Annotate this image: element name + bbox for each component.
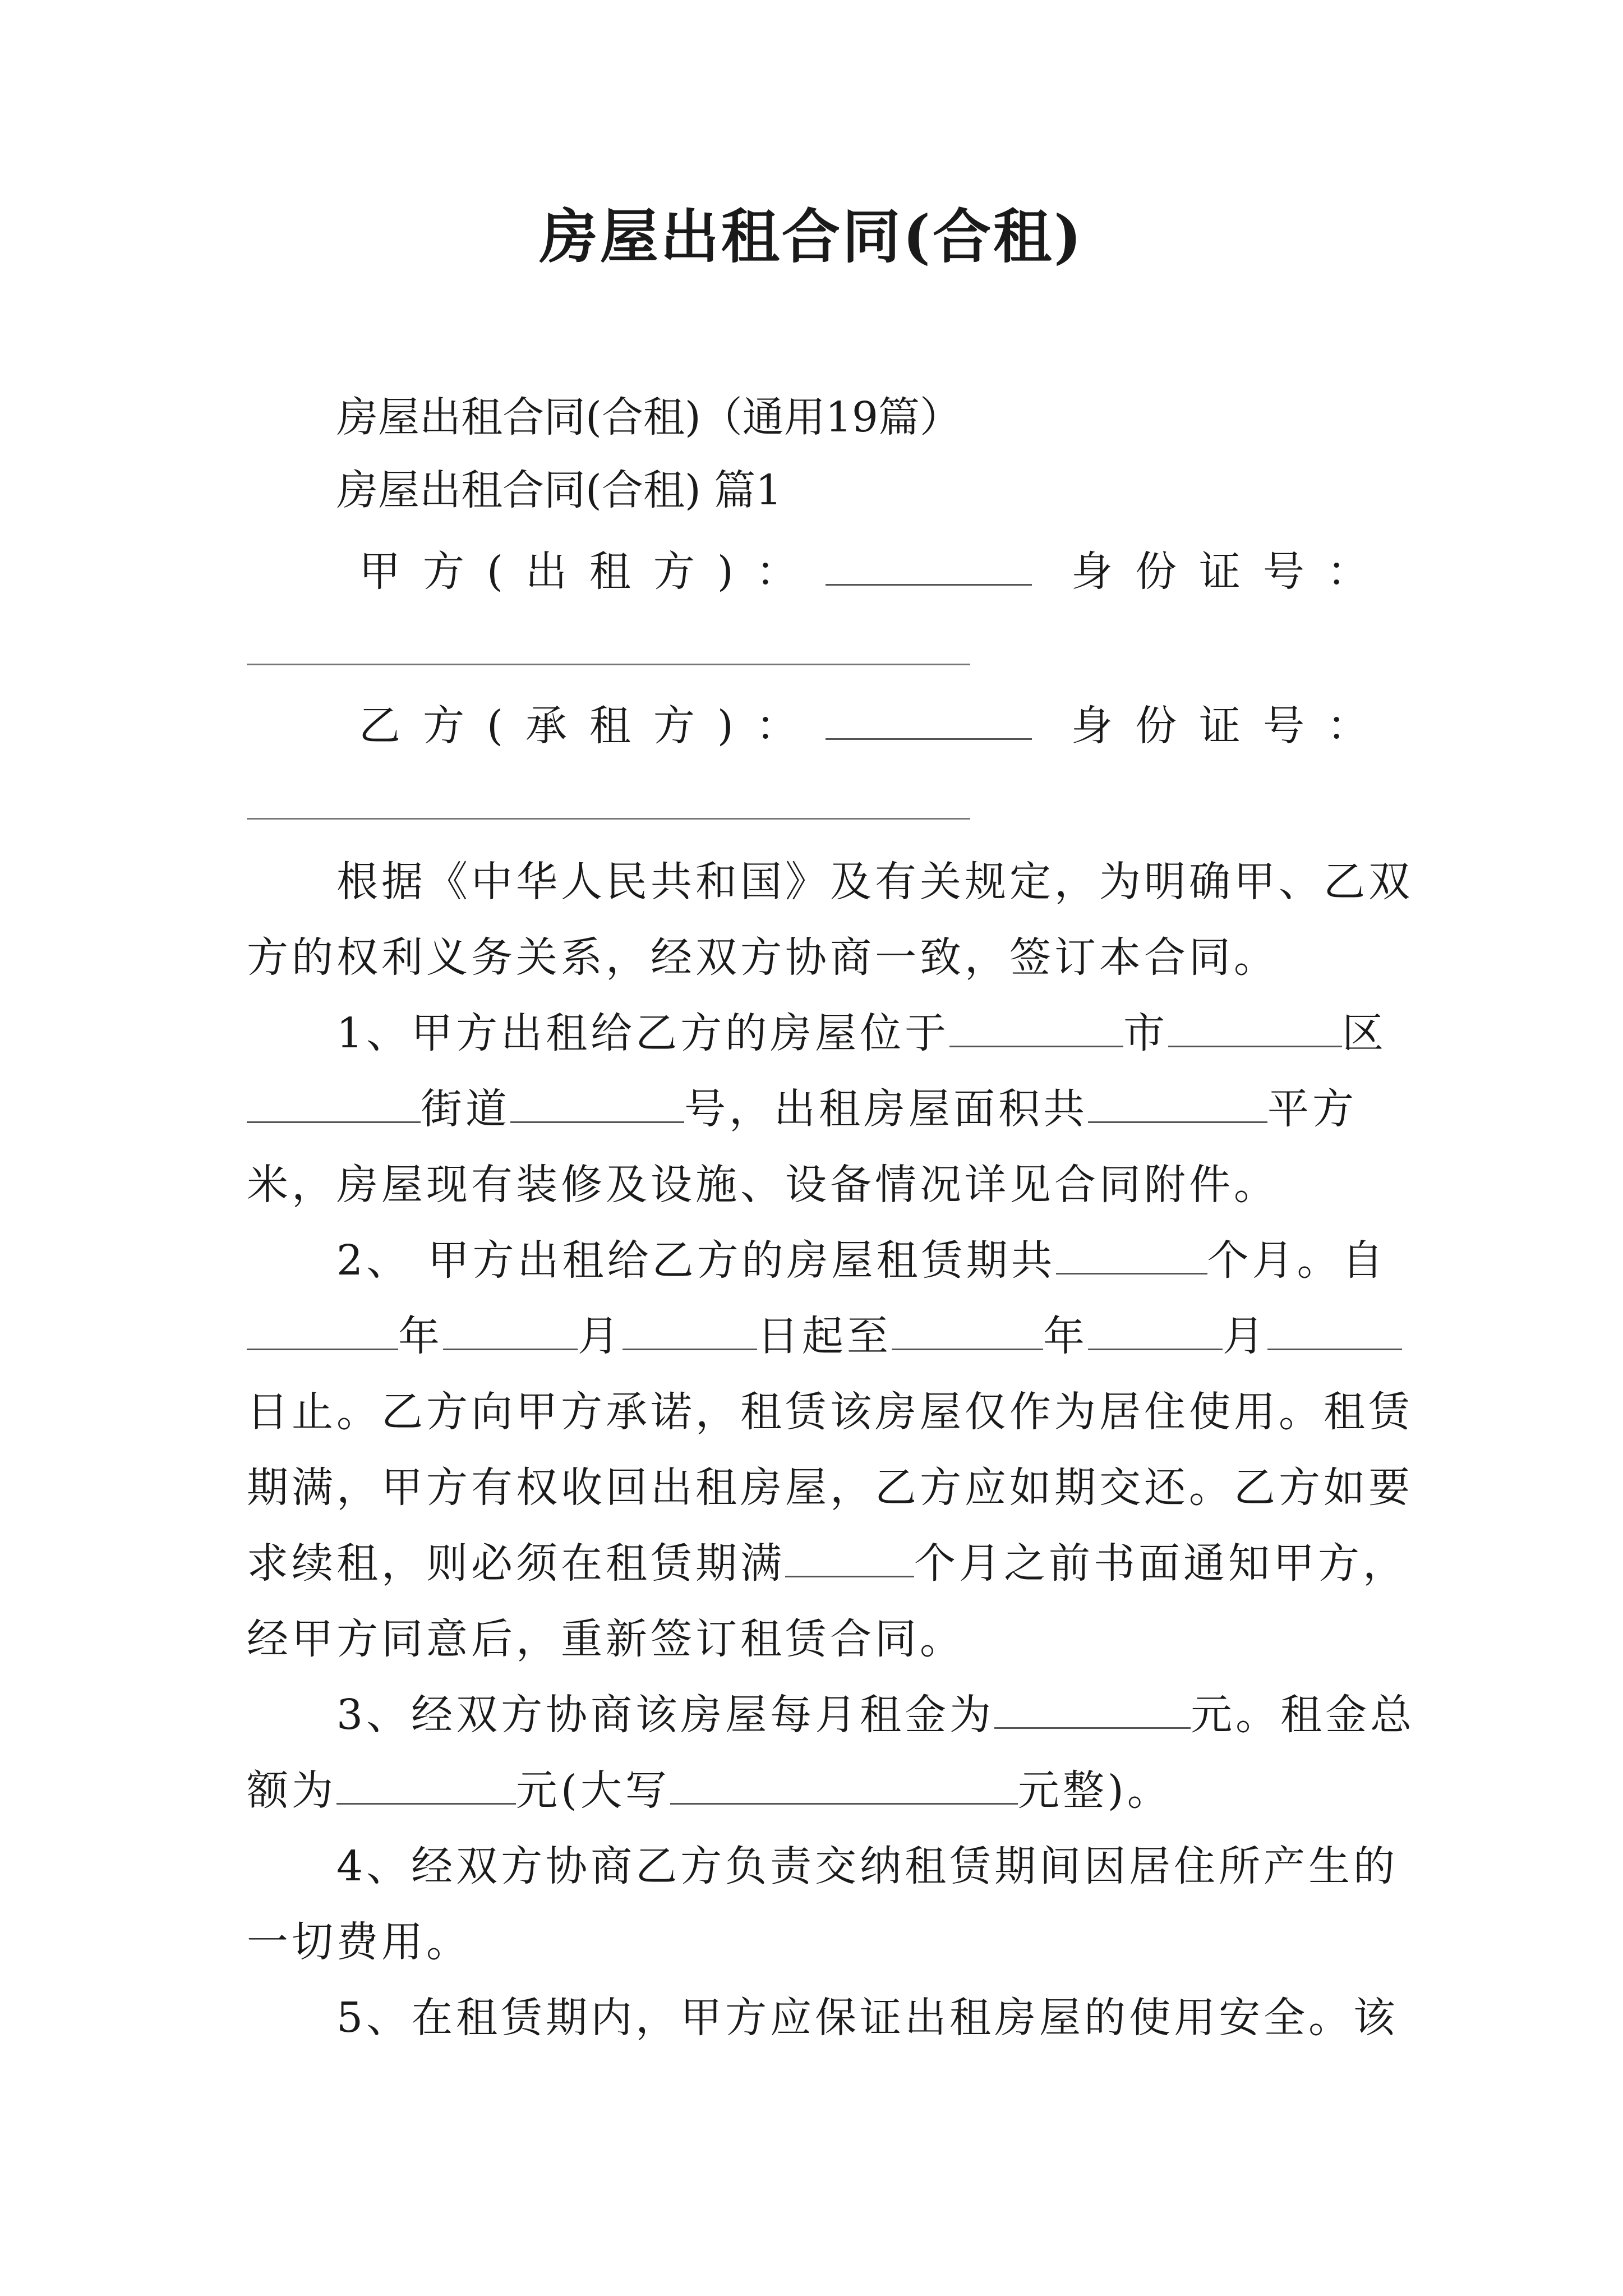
preamble-line-1: 根据《中华人民共和国》及有关规定，为明确甲、乙双	[336, 858, 1413, 906]
start-day-blank	[623, 1315, 757, 1350]
party-a-name-blank	[826, 550, 1032, 586]
clause-3-text: 3、经双方协商该房屋每月租金为	[336, 1691, 995, 1739]
end-month-blank	[1088, 1315, 1223, 1350]
street-label: 街道	[421, 1085, 510, 1133]
preamble-line-2: 方的权利义务关系，经双方协商一致，签订本合同。	[247, 933, 1279, 982]
document-title: 房屋出租合同(合租)	[539, 202, 1084, 271]
clause-1-text: 1、甲方出租给乙方的房屋位于	[336, 1009, 950, 1057]
area-text: 号，出租房屋面积共	[684, 1085, 1088, 1133]
clause-4-line-1: 4、经双方协商乙方负责交纳租赁期间因居住所产生的	[336, 1842, 1399, 1890]
clause-5-line-1: 5、在租赁期内，甲方应保证出租房屋的使用安全。该	[336, 1994, 1399, 2042]
monthly-rent-blank	[994, 1694, 1191, 1729]
area-blank	[1088, 1088, 1267, 1123]
start-month-label: 月	[578, 1312, 623, 1360]
total-rent-caps-blank	[670, 1769, 1018, 1805]
party-a-id-label: 身份证号：	[1071, 547, 1391, 596]
start-year-label: 年	[398, 1312, 443, 1360]
district-blank	[1168, 1012, 1342, 1047]
party-b-name-blank	[826, 705, 1032, 740]
number-blank	[510, 1088, 684, 1123]
total-rent-blank	[336, 1769, 516, 1805]
clause-1-line-2	[247, 1071, 1391, 1147]
city-label: 市	[1123, 1009, 1169, 1057]
party-b-id-blank	[247, 818, 970, 820]
clause-2-line-5	[247, 1526, 1408, 1602]
city-blank	[949, 1012, 1123, 1047]
term-months-blank	[1056, 1239, 1207, 1274]
party-b-row	[247, 701, 1391, 751]
renewal-text: 求续租，则必须在租赁期满	[247, 1539, 785, 1588]
clause-2-line-2	[247, 1299, 1391, 1374]
clause-2-line-4: 期满，甲方有权收回出租房屋，乙方应如期交还。乙方如要	[247, 1464, 1413, 1512]
section-heading: 房屋出租合同(合租) 篇1	[336, 466, 782, 514]
contract-body	[247, 844, 1415, 2056]
collection-heading: 房屋出租合同(合租)（通用19篇）	[336, 393, 961, 441]
end-year-label: 年	[1043, 1312, 1088, 1360]
party-a-row	[247, 547, 1391, 597]
renewal-notice-blank	[785, 1542, 914, 1577]
clause-3-line-1	[247, 1677, 1415, 1753]
renewal-notice-label: 个月之前书面通知甲方，	[914, 1539, 1408, 1588]
total-rent-caps-text: 元(大写	[516, 1766, 670, 1815]
party-b-label: 乙方(承租方)：	[359, 702, 820, 750]
start-month-blank	[443, 1315, 578, 1350]
end-year-blank	[892, 1315, 1043, 1350]
total-rent-caps-label: 元整)。	[1017, 1766, 1172, 1815]
clause-2-line-1	[247, 1223, 1391, 1299]
party-b-id-label: 身份证号：	[1071, 702, 1391, 750]
start-day-label: 日起至	[757, 1312, 892, 1360]
clause-2-line-3: 日止。乙方向甲方承诺，租赁该房屋仅作为居住使用。租赁	[247, 1388, 1413, 1436]
start-year-blank	[247, 1315, 398, 1350]
clause-4-line-2: 一切费用。	[247, 1918, 471, 1966]
clause-1-line-3: 米，房屋现有装修及设施、设备情况详见合同附件。	[247, 1161, 1279, 1209]
clause-1-line-1	[247, 996, 1391, 1071]
monthly-rent-label: 元。租金总	[1191, 1691, 1415, 1739]
clause-3-line-2	[247, 1753, 1391, 1829]
term-months-label: 个月。自	[1207, 1236, 1387, 1285]
clause-2-text: 2、 甲方出租给乙方的房屋租赁期共	[336, 1236, 1056, 1285]
total-rent-text: 额为	[247, 1766, 336, 1815]
party-a-label: 甲方(出租方)：	[359, 547, 820, 596]
end-month-label: 月	[1223, 1312, 1267, 1360]
district-label: 区	[1342, 1009, 1387, 1057]
area-unit: 平方	[1267, 1085, 1357, 1133]
street-blank	[247, 1088, 421, 1123]
party-a-id-blank	[247, 664, 970, 665]
clause-2-line-6: 经甲方同意后，重新签订租赁合同。	[247, 1615, 965, 1663]
end-day-blank	[1267, 1315, 1402, 1350]
